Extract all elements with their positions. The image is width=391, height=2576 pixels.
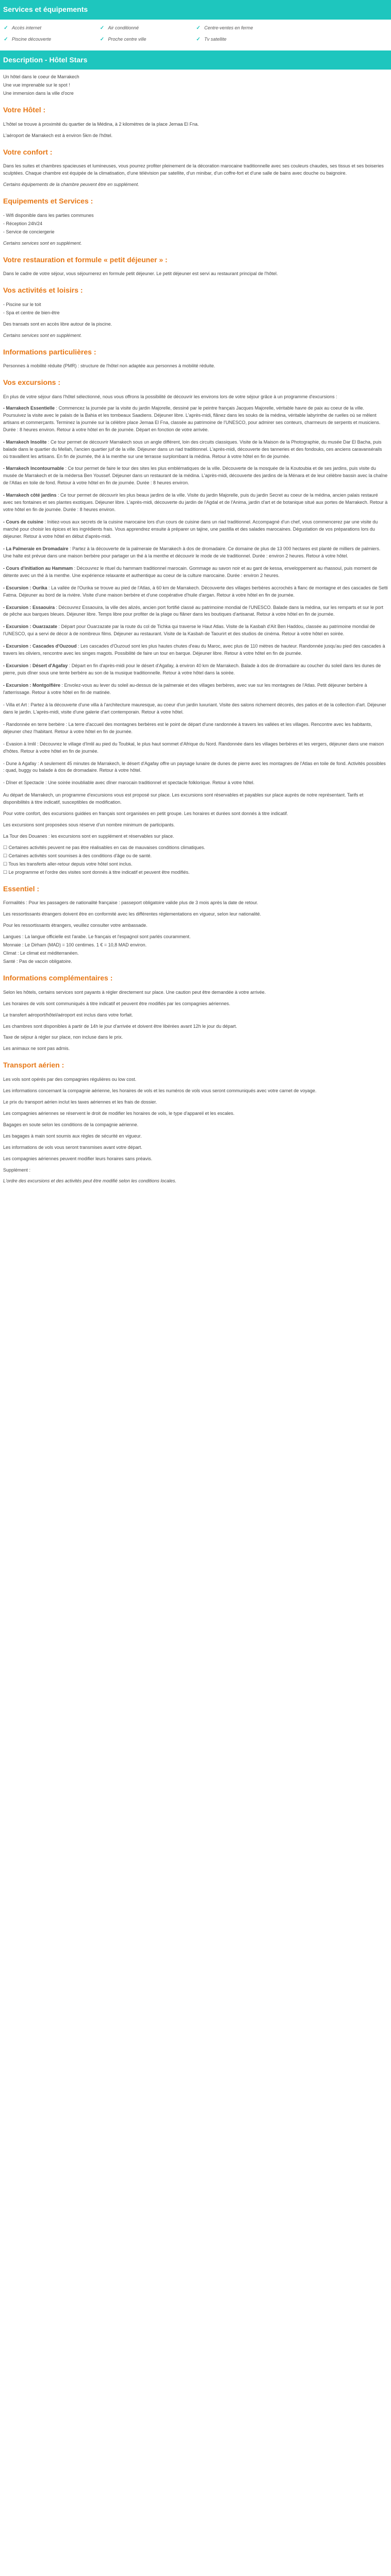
- check-icon: ✓: [4, 36, 8, 42]
- excursion-text: : Envolez-vous au lever du soleil au-dessus de la palmeraie et des villages berbères, avec vue sur les montagnes de l'Atlas. Petit déjeuner berbère à l'atterrissage. Retour à votre hôtel en fin de matinée.: [3, 683, 367, 695]
- excursion-title: - Cours d'initiation au Hammam: [3, 565, 73, 571]
- amenity-label: Proche centre ville: [108, 36, 146, 42]
- transport-text: Le prix du transport aérien inclut les taxes aériennes et les frais de dossier.: [3, 1099, 157, 1105]
- square-icon: ☐: [3, 845, 9, 850]
- transport-text: Les bagages à main sont soumis aux règles de sécurité en vigueur.: [3, 1133, 142, 1139]
- info-heading: Informations particulières :: [3, 347, 96, 356]
- excursion-item: [3, 439, 388, 461]
- excursion-text: : Ce tour permet de découvrir les plus beaux jardins de la ville. Visite du jardin Majorelle, puis du jardin Secret au coeur de la médina, ancien palais restauré avec ses fontaines et ses plantes exotiques. Déjeuner libre. L'après-midi, découverte du jardin de l'Agdal et de l'Anima, jardin d'art et de botanique situé aux portes de Marrakech. Retour à votre hôtel en fin de journée. Durée : 8 heures environ.: [3, 493, 388, 513]
- excursion-text: : Découvrez Essaouira, la ville des alizés, ancien port fortifié classé au patrimoine mondial de l'UNESCO. Balade dans la médina, sur les remparts et sur le port de pêche aux barques bleues. Déjeuner libre. Temps libre pour profiter de la plage ou flâner dans les boutiques d'artisanat. Retour à votre hôtel en fin de journée.: [3, 604, 384, 617]
- intro-line: Une immersion dans la ville d'ocre: [3, 91, 74, 96]
- amenity-farm-shop: [196, 25, 292, 32]
- extra-note: [3, 861, 388, 868]
- check-icon: ✓: [4, 25, 8, 31]
- excursion-title: - Marrakech Insolite: [3, 439, 47, 445]
- transport-text: Les compagnies aériennes se réservent le droit de modifier les horaires de vols, le type d'appareil et les escales.: [3, 1110, 235, 1116]
- excursion-item: [3, 565, 388, 580]
- comfort-note: Certains équipements de la chambre peuvent être en supplément.: [3, 182, 139, 188]
- extra-note-text: Tous les transferts aller-retour depuis votre hôtel sont inclus.: [8, 861, 133, 867]
- essentials-text: Formalités : Pour les passagers de nationalité française : passeport obligatoire valide plus de 3 mois après la date de retour.: [3, 900, 258, 906]
- extra-note: [3, 869, 388, 876]
- excursion-text: : Départ pour Ouarzazate par la route du col de Tichka qui traverse le Haut Atlas. Visite de la Kasbah d'Aït Ben Haddou, classée au patrimoine mondial de l'UNESCO, qui a servi de décor à de nombreux films. Déjeuner au restaurant. Visite de la Kasbah de Taourirt et des studios de cinéma. Retour à votre hôtel en soirée.: [3, 624, 375, 637]
- complementary-heading: Informations complémentaires :: [3, 974, 113, 982]
- excursion-title: - Marrakech Incontournable: [3, 466, 64, 471]
- square-icon: ☐: [3, 861, 9, 867]
- equipment-item: - Réception 24h/24: [3, 221, 43, 226]
- amenity-empty: [292, 25, 388, 32]
- essentials-text: Santé : Pas de vaccin obligatoire.: [3, 959, 72, 964]
- extra-note-text: Certaines activités peuvent ne pas être réalisables en cas de mauvaises conditions climatiques.: [8, 845, 205, 850]
- excursion-title: - Excursion : Montgolfière: [3, 683, 61, 688]
- info-text: Personnes à mobilité réduite (PMR) : structure de l'hôtel non adaptée aux personnes à mobilité réduite.: [3, 363, 215, 369]
- essentials-text: Monnaie : Le Dirham (MAD) = 100 centimes. 1 € = 10,8 MAD environ.: [3, 942, 147, 948]
- transport-text: Les informations concernant la compagnie aérienne, les horaires de vols et les numéros de vols vous seront communiqués avec votre carnet de voyage.: [3, 1088, 317, 1093]
- excursions-list: [3, 405, 388, 697]
- complementary-text: Les chambres sont disponibles à partir de 14h le jour d'arrivée et doivent être libérées avant 12h le jour du départ.: [3, 1023, 237, 1029]
- essentials-text: Pour les ressortissants étrangers, veuillez consulter votre ambassade.: [3, 923, 148, 928]
- check-icon: ✓: [100, 36, 105, 42]
- essentials-heading: Essentiel :: [3, 884, 40, 893]
- intro-line: Une vue imprenable sur le spot !: [3, 82, 70, 88]
- restaurant-heading: Votre restauration et formule « petit déjeuner » :: [3, 255, 168, 264]
- hotel-heading: Votre Hôtel :: [3, 106, 46, 114]
- amenity-label: Air conditionné: [108, 25, 139, 30]
- excursion-item: [3, 492, 388, 514]
- amenities-list: [0, 24, 391, 50]
- essentials-list: [3, 934, 388, 965]
- essentials-text: Les ressortissants étrangers doivent être en conformité avec les différentes réglementations en vigueur, selon leur nationalité.: [3, 911, 262, 917]
- complementary-text: Le transfert aéroport/hôtel/aéroport est inclus dans votre forfait.: [3, 1012, 133, 1018]
- excursion-text: : Ce tour permet de découvrir Marrakech sous un angle différent, loin des circuits classiques. Visite de la Maison de la Photographie, du musée Dar El Bacha, puis balade dans le quartier du Mellah, l'ancien quartier juif de la ville. Déjeuner dans un riad traditionnel. L'après-midi, découverte des tanneries et des fondouks, ces anciens caravansérails où travaillent les artisans. En fin de journée, thé à la menthe sur une terrasse surplombant la médina. Retour à votre hôtel en fin de journée.: [3, 439, 382, 459]
- excursion-title: - Excursion : Désert d'Agafay: [3, 663, 68, 669]
- services-section: [0, 0, 391, 50]
- extra-text: Au départ de Marrakech, un programme d'excursions vous est proposé sur place. Les excursions sont réservables et payables sur place auprès de notre représentant. Tarifs et disponibilités à titre indicatif, susceptibles de modification.: [3, 792, 364, 805]
- transport-text: Les compagnies aériennes peuvent modifier leurs horaires sans préavis.: [3, 1156, 153, 1161]
- excursion-title: - Marrakech côté jardins: [3, 493, 57, 498]
- excursion-text: : Départ en fin d'après-midi pour le désert d'Agafay, à environ 40 km de Marrakech. Balade à dos de dromadaire au coucher du soleil dans les dunes de pierre, puis dîner sous une tente berbère au son de la musique traditionnelle. Retour à votre hôtel dans la soirée.: [3, 663, 381, 676]
- excursion-item: [3, 643, 388, 657]
- activities-list: [3, 301, 388, 317]
- excursion-text: : La vallée de l'Ourika se trouve au pied de l'Atlas, à 60 km de Marrakech. Découverte des villages berbères accrochés à flanc de montagne et des cascades de Setti Fatma. Déjeuner au bord de la rivière. Visite d'une maison berbère et d'une coopérative d'huile d'argan. Retour à votre hôtel en fin de journée.: [3, 585, 388, 598]
- excursion-text: : Commencez la journée par la visite du jardin Majorelle, dessiné par le peintre français Jacques Majorelle, véritable havre de paix au coeur de la ville. Poursuivez la visite avec le palais de la Bahia et les tombeaux Saadiens. Déjeuner libre. L'après-midi, flânez dans les souks de la médina, véritable labyrinthe de ruelles où se mêlent artisans et commerçants. Terminez la journée sur la célèbre place Jemaa El Fna, classée au patrimoine de l'UNESCO, pour admirer ses conteurs, charmeurs de serpents et musiciens. Durée : 8 heures environ. Retour à votre hôtel en fin de journée. Départ en fonction de votre arrivée.: [3, 405, 381, 432]
- extra-text: - Randonnée en terre berbère : La terre d'accueil des montagnes berbères est le point de départ d'une randonnée à travers les vallées et les villages. Rencontre avec les habitants, déjeuner chez l'habitant. Retour à votre hôtel en fin de journée.: [3, 721, 372, 734]
- extras-notes: [3, 844, 388, 876]
- amenity-internet: [3, 25, 100, 32]
- essentials-text: Climat : Le climat est méditerranéen.: [3, 951, 79, 956]
- extra-text: Pour votre confort, des excursions guidées en français sont organisées en petit groupe. Les horaires et durées sont donnés à titre indicatif.: [3, 811, 288, 817]
- complementary-text: Les horaires de vols sont communiqués à titre indicatif et peuvent être modifiés par les compagnies aériennes.: [3, 1001, 231, 1006]
- extra-text: Les excursions sont proposées sous réserve d'un nombre minimum de participants.: [3, 822, 175, 828]
- essentials-text: Langues : La langue officielle est l'arabe. Le français et l'espagnol sont parlés couramment.: [3, 934, 191, 940]
- excursion-title: - Excursion : Ouarzazate: [3, 624, 58, 630]
- extra-text: - Evasion à Imlil : Découvrez le village d'Imlil au pied du Toubkal, le plus haut sommet d'Afrique du Nord. Randonnée dans les villages berbères et les vergers, déjeuner dans une maison d'hôtes. Retour à votre hôtel en fin de journée.: [3, 741, 384, 754]
- equipment-heading: Equipements et Services :: [3, 197, 93, 206]
- restaurant-text: Dans le cadre de votre séjour, vous séjournerez en formule petit déjeuner. Le petit déjeuner est servi au restaurant principal de l'hôtel.: [3, 271, 278, 277]
- transport-heading: Transport aérien :: [3, 1061, 64, 1070]
- services-title: Services et équipements: [0, 0, 391, 20]
- equipment-item: - Service de conciergerie: [3, 229, 55, 234]
- transport-text: Les informations de vols vous seront transmises avant votre départ.: [3, 1144, 142, 1150]
- hotel-location: L'aéroport de Marrakech est à environ 5km de l'hôtel.: [3, 132, 113, 138]
- excursion-item: [3, 405, 388, 434]
- square-icon: ☐: [3, 869, 9, 875]
- square-icon: ☐: [3, 853, 9, 858]
- excursion-text: : Les cascades d'Ouzoud sont les plus hautes chutes d'eau du Maroc, avec plus de 110 mètres de hauteur. Randonnée jusqu'au pied des cascades à travers les oliviers, rencontre avec les singes magots. Possibilité de faire un tour en barque. Déjeuner libre. Retour à votre hôtel en fin de journée.: [3, 643, 385, 656]
- amenity-label: Tv satellite: [204, 36, 227, 42]
- extra-text: - Dune à Agafay : A seulement 45 minutes de Marrakech, le désert d'Agafay offre un paysage lunaire de dunes de pierre avec les montagnes de l'Atlas en toile de fond. Activités possibles : quad, buggy ou balade à dos de dromadaire. Retour à votre hôtel.: [3, 760, 386, 773]
- excursion-title: - Marrakech Essentielle: [3, 405, 55, 411]
- excursion-text: : Partez à la découverte de la palmeraie de Marrakech à dos de dromadaire. Ce domaine de plus de 13 000 hectares est planté de milliers de palmiers. Une halte est prévue dans une maison berbère pour partager un thé à la menthe et découvrir le mode de vie traditionnel. Durée : environ 2 heures. Retour à votre hôtel.: [3, 546, 381, 558]
- excursions-intro: En plus de votre séjour dans l'hôtel sélectionné, nous vous offrons la possibilité de découvrir les environs lors de votre séjour grâce à un programme d'excursions :: [3, 394, 337, 399]
- amenity-satellite-tv: [196, 36, 292, 43]
- amenity-air-conditioning: [100, 25, 196, 32]
- excursion-text: : Initiez-vous aux secrets de la cuisine marocaine lors d'un cours de cuisine dans un riad traditionnel. Accompagné d'un chef, vous commencerez par une visite du marché pour choisir les épices et les ingrédients frais. Vous apprendrez ensuite à préparer un tajine, une pastilla et des salades marocaines. Dégustation de vos préparations lors du déjeuner. Retour à votre hôtel en début d'après-midi.: [3, 519, 378, 539]
- excursion-item: [3, 546, 388, 560]
- excursion-title: - Escursion : Ourika: [3, 585, 47, 590]
- excursion-item: [3, 663, 388, 677]
- excursion-text: : Ce tour permet de faire le tour des sites les plus emblématiques de la ville. Découverte de la mosquée de la Koutoubia et de ses jardins, puis visite du musée de Marrakech et de la médersa Ben Youssef. Déjeuner dans un restaurant de la médina. L'après-midi, découverte des jardins de la Ménara et de leur célèbre bassin avec la chaîne de l'Atlas en toile de fond. Retour à votre hôtel en fin de journée. Durée : 8 heures environ.: [3, 466, 388, 486]
- extra-text: La Tour des Douanes : les excursions sont en supplément et réservables sur place.: [3, 834, 174, 839]
- extra-note-text: Certaines activités sont soumises à des conditions d'âge ou de santé.: [8, 853, 152, 858]
- excursion-title: - La Palmeraie en Dromadaire: [3, 546, 69, 551]
- intro-line: Un hôtel dans le coeur de Marrakech: [3, 74, 79, 80]
- excursion-item: [3, 465, 388, 487]
- excursion-item: [3, 585, 388, 599]
- extra-note-text: Le programme et l'ordre des visites sont donnés à titre indicatif et peuvent être modifiés.: [8, 869, 190, 875]
- complementary-text: Les animaux ne sont pas admis.: [3, 1046, 70, 1052]
- transport-footer: L'ordre des excursions et des activités peut être modifié selon les conditions locales.: [3, 1178, 176, 1184]
- comfort-heading: Votre confort :: [3, 147, 53, 156]
- extras-block: [3, 702, 388, 876]
- check-icon: ✓: [100, 25, 105, 31]
- description-intro: [3, 74, 388, 97]
- excursions-heading: Vos excursions :: [3, 378, 61, 387]
- excursion-title: - Cours de cuisine: [3, 519, 44, 525]
- extra-text: - Villa et Art : Partez à la découverte d'une villa à l'architecture mauresque, au coeur d'un jardin luxuriant. Visite des salons richement décorés, des patios et de la collection d'art. Déjeuner dans le jardin. L'après-midi, visite d'une galerie d'art contemporain. Retour à votre hôtel.: [3, 702, 386, 715]
- activities-text: Des transats sont en accès libre autour de la piscine.: [3, 321, 112, 327]
- amenity-label: Piscine découverte: [12, 36, 52, 42]
- activity-item: - Piscine sur le toit: [3, 301, 41, 307]
- description-title: Description - Hôtel Stars: [0, 50, 391, 70]
- comfort-text: Dans les suites et chambres spacieuses et lumineuses, vous pourrez profiter pleinement de la décoration marocaine traditionnelle avec ses couleurs chaudes, ses tissus et ses boiseries sculptées. Chaque chambre est équipée de la climatisation, d'une télévision par satellite, d'un minibar, d'un coffre-fort et d'une salle de bains avec douche ou baignoire.: [3, 163, 384, 176]
- activities-note: Certains services sont en supplément.: [3, 332, 82, 338]
- extra-note: [3, 844, 388, 852]
- activity-item: - Spa et centre de bien-être: [3, 310, 60, 315]
- check-icon: ✓: [196, 25, 201, 31]
- equipment-note: Certains services sont en supplément.: [3, 240, 82, 246]
- extra-text: - Dîner et Spectacle : Une soirée inoubliable avec dîner marocain traditionnel et spectacle folklorique. Retour à votre hôtel.: [3, 780, 255, 786]
- excursion-item: [3, 519, 388, 540]
- extra-note: [3, 853, 388, 860]
- complementary-text: Taxe de séjour à régler sur place, non incluse dans le prix.: [3, 1035, 123, 1040]
- amenity-pool: [3, 36, 100, 43]
- check-icon: ✓: [196, 36, 201, 42]
- complementary-text: Selon les hôtels, certains services sont payants à régler directement sur place. Une caution peut être demandée à votre arrivée.: [3, 989, 266, 995]
- excursion-item: [3, 604, 388, 619]
- transport-text: Les vols sont opérés par des compagnies régulières ou low cost.: [3, 1077, 137, 1082]
- description-section: [0, 50, 391, 1185]
- excursion-title: - Excursion : Essaouira: [3, 604, 55, 610]
- excursion-item: [3, 682, 388, 697]
- equipment-list: [3, 212, 388, 236]
- equipment-item: - Wifi disponible dans les parties communes: [3, 212, 94, 218]
- excursion-title: - Excursion : Cascades d'Ouzoud: [3, 643, 77, 649]
- transport-text: Supplément :: [3, 1167, 31, 1173]
- excursion-item: [3, 623, 388, 638]
- amenity-label: Centre-ventes en ferme: [204, 25, 253, 30]
- amenity-label: Accès internet: [12, 25, 42, 30]
- hotel-text: L'hôtel se trouve à proximité du quartier de la Médina, à 2 kilomètres de la place Jemaa El Fna.: [3, 121, 199, 127]
- excursion-text: : Découvrez le rituel du hammam traditionnel marocain. Gommage au savon noir et au gant de kessa, enveloppement au rhassoul, puis moment de détente avec un thé à la menthe. Une expérience relaxante et authentique au coeur de la culture marocaine. Durée : environ 2 heures.: [3, 565, 377, 578]
- transport-text: Bagages en soute selon les conditions de la compagnie aérienne.: [3, 1122, 139, 1127]
- activities-heading: Vos activités et loisirs :: [3, 286, 83, 295]
- amenity-city-centre: [100, 36, 196, 43]
